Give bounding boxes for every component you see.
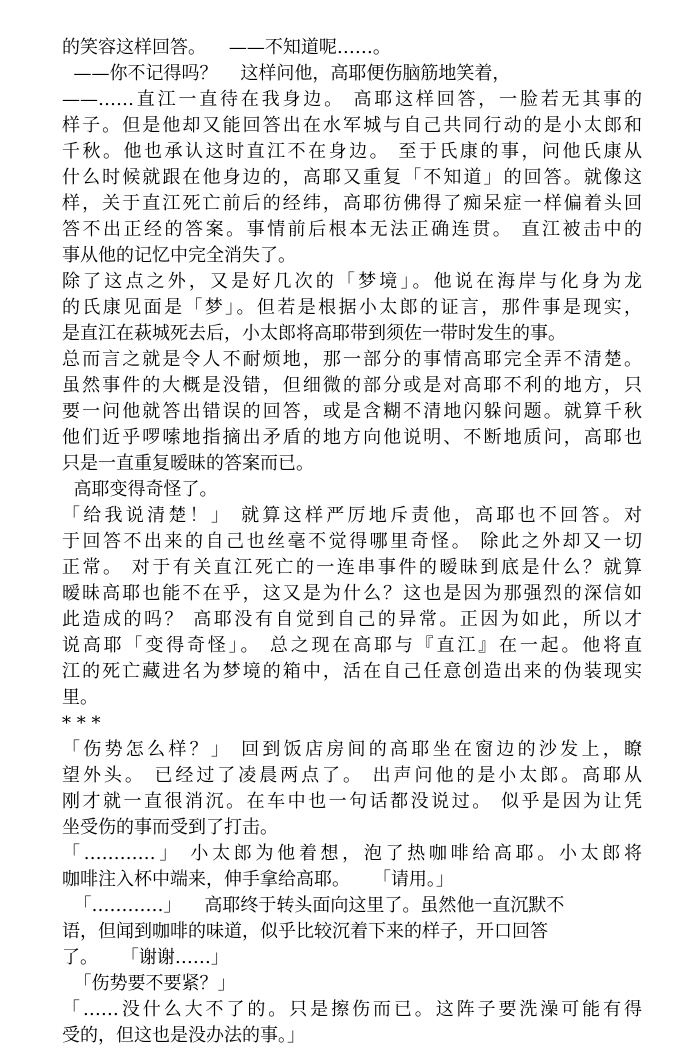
text-line: 刚才就一直很消沉。在车中也一句话都没说过。 似乎是因为让凭 [62, 791, 642, 812]
text-line: 答不出正经的答案。事情前后根本无法正确连贯。 直江被击中的 [62, 219, 642, 240]
text-line: 受的，但这也是没办法的事。」 [62, 1025, 305, 1046]
text-line: 语，但闻到咖啡的味道，似乎比较沉着下来的样子，开口回答 [62, 921, 548, 942]
text-line: 咖啡注入杯中端来，伸手拿给高耶。 「请用。」 [62, 869, 454, 890]
text-line: 坐受伤的事而受到了打击。 [62, 817, 278, 838]
text-line: 要一问他就答出错误的回答，或是含糊不清地闪躲问题。就算千秋 [62, 401, 642, 422]
text-line: 「伤势要不要紧？」 [62, 973, 236, 994]
text-line: 正常。 对于有关直江死亡的一连串事件的暧昧到底是什么？就算 [62, 557, 642, 578]
text-line: 望外头。 已经过了凌晨两点了。 出声问他的是小太郎。高耶从 [62, 765, 642, 786]
text-line: 事从他的记忆中完全消失了。 [62, 245, 296, 266]
text-line: 「…………」 小太郎为他着想，泡了热咖啡给高耶。小太郎将 [62, 843, 642, 864]
text-line: 只是一直重复暧昧的答案而已。 [62, 453, 314, 474]
text-line: 虽然事件的大概是没错，但细微的部分或是对高耶不利的地方，只 [62, 375, 642, 396]
document-body [62, 35, 642, 1049]
text-line: 什么时候就跟在他身边的，高耶又重复「不知道」的回答。就像这 [62, 167, 642, 188]
text-line: 是直江在萩城死去后，小太郎将高耶带到须佐一带时发生的事。 [62, 323, 566, 344]
text-line: 的氏康见面是「梦」。但若是根据小太郎的证言，那件事是现实， [62, 297, 642, 318]
text-line: 高耶变得奇怪了。 [62, 479, 218, 500]
text-line: ——……直江一直待在我身边。 高耶这样回答，一脸若无其事的 [62, 89, 642, 110]
text-line: 他们近乎啰嗦地指摘出矛盾的地方向他说明、不断地质问，高耶也 [62, 427, 642, 448]
text-line: 了。 「谢谢……」 [62, 947, 229, 968]
text-line: 「……没什么大不了的。只是擦伤而已。这阵子要洗澡可能有得 [62, 999, 642, 1020]
text-line: 的笑容这样回答。 ——不知道呢……。 [62, 37, 391, 58]
text-line: 千秋。他也承认这时直江不在身边。 至于氏康的事，问他氏康从 [62, 141, 642, 162]
text-line: 「…………」 高耶终于转头面向这里了。虽然他一直沉默不 [62, 895, 565, 916]
text-line: 此造成的吗？ 高耶没有自觉到自己的异常。正因为如此，所以才 [62, 609, 642, 630]
text-line: 样，关于直江死亡前后的经纬，高耶彷佛得了痴呆症一样偏着头回 [62, 193, 642, 214]
text-line: 暧昧高耶也能不在乎，这又是为什么？这也是因为那强烈的深信如 [62, 583, 642, 604]
text-line: 「伤势怎么样？」 回到饭店房间的高耶坐在窗边的沙发上，瞭 [62, 739, 642, 760]
text-line: 于回答不出来的自己也丝毫不觉得哪里奇怪。 除此之外却又一切 [62, 531, 642, 552]
text-line: 江的死亡藏进名为梦境的箱中，活在自己任意创造出来的伪装现实 [62, 661, 642, 682]
text-line: 里。 [62, 687, 98, 708]
text-line: 样子。但是他却又能回答出在水军城与自己共同行动的是小太郎和 [62, 115, 642, 136]
text-line: 除了这点之外，又是好几次的「梦境」。他说在海岸与化身为龙 [62, 271, 642, 292]
text-line: 「给我说清楚！」 就算这样严厉地斥责他，高耶也不回答。对 [62, 505, 642, 526]
text-line: 总而言之就是令人不耐烦地，那一部分的事情高耶完全弄不清楚。 [62, 349, 642, 370]
text-line: ——你不记得吗？ 这样问他，高耶便伤脑筋地笑着， [62, 63, 511, 84]
text-line: 说高耶「变得奇怪」。 总之现在高耶与『直江』在一起。他将直 [62, 635, 642, 656]
text-line: * * * [62, 713, 101, 734]
